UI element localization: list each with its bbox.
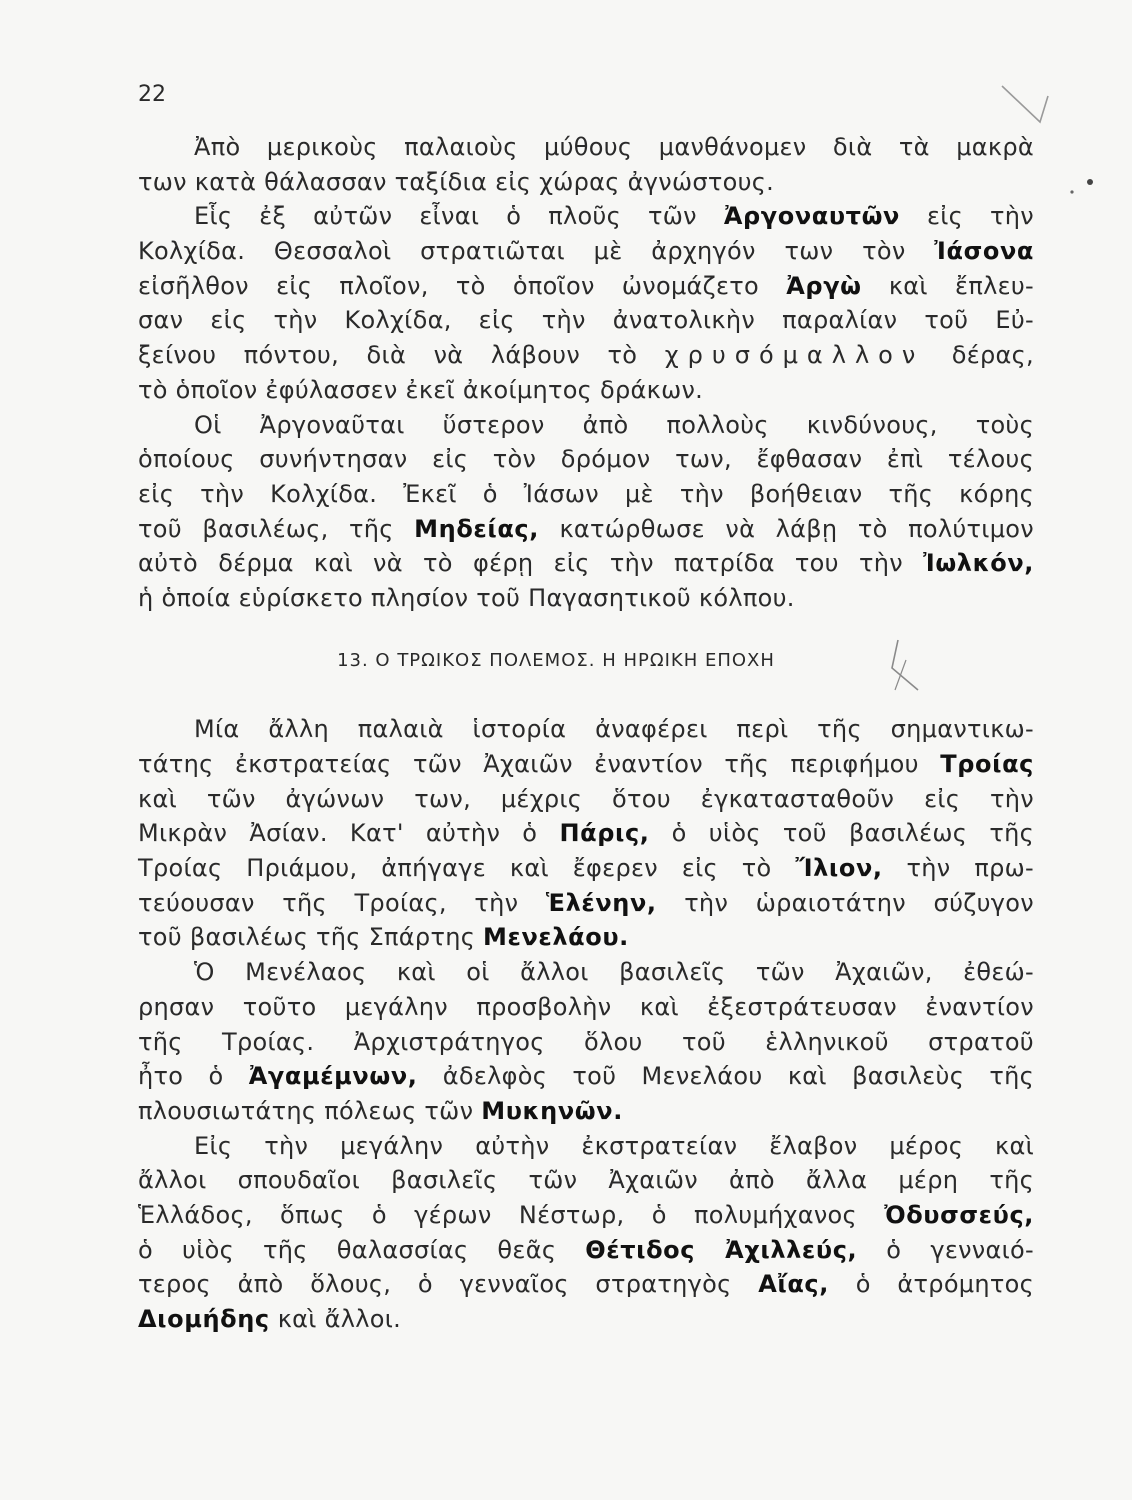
name-menelaus: Μενελάου. [483, 923, 629, 952]
text-line [138, 816, 1034, 851]
text-line [138, 851, 1034, 886]
text-segment: εἰσῆλθον εἰς πλοῖον, τὸ ὁποῖον ὠνομάζετο [138, 271, 760, 300]
name-argo: Ἀργὼ [786, 271, 862, 300]
text-line [138, 1267, 1034, 1302]
text-segment: πλουσιωτάτης πόλεως τῶν [138, 1096, 474, 1125]
text-line [138, 1094, 1034, 1129]
name-odysseus: Ὀδυσσεύς, [884, 1200, 1034, 1229]
text-line [138, 234, 1034, 269]
text-line: Μία ἄλλη παλαιὰ ἱστορία ἀναφέρει περὶ τῆς σημαντικω- [194, 715, 1034, 744]
section-heading: 13. Ο ΤΡΩΙΚΟΣ ΠΟΛΕΜΟΣ. Η ΗΡΩΙΚΗ ΕΠΟΧΗ [337, 649, 775, 671]
text-line: Ὁ Μενέλαος καὶ οἱ ἄλλοι βασιλεῖς τῶν Ἀχαιῶν, ἐθεώ- [194, 958, 1034, 987]
text-line [138, 512, 1034, 547]
text-line [138, 886, 1034, 921]
name-helen: Ἑλένην, [545, 888, 657, 917]
name-ajax: Αἴας, [758, 1270, 829, 1299]
name-ilion: Ἴλιον, [795, 854, 883, 883]
name-mycenae: Μυκηνῶν. [481, 1096, 623, 1125]
text-segment: ὁ υἱὸς τῆς θαλασσίας θεᾶς [138, 1235, 557, 1264]
text-segment: Ἑλλάδος, ὅπως ὁ γέρων Νέστωρ, ὁ πολυμήχανος [138, 1200, 857, 1229]
text-segment: κατώρθωσε νὰ λάβῃ τὸ πολύτιμον [559, 514, 1034, 543]
text-line: τὸ ὁποῖον ἐφύλασσεν ἐκεῖ ἀκοίμητος δράκων. [138, 375, 704, 404]
paragraph [138, 130, 1034, 199]
text-segment: ξείνου πόντου, διὰ νὰ λάβουν τὸ [138, 341, 638, 370]
paragraph [138, 1129, 1034, 1337]
text-segment: δέρας, [951, 341, 1034, 370]
text-line: ἄλλοι σπουδαῖοι βασιλεῖς τῶν Ἀχαιῶν ἀπὸ ἄλλα μέρη τῆς [138, 1166, 1034, 1195]
name-iolkos: Ἰωλκόν, [923, 549, 1034, 578]
text-segment: τάτης ἐκστρατείας τῶν Ἀχαιῶν ἐναντίον τῆς περιφήμου [138, 750, 919, 778]
text-line: των κατὰ θάλασσαν ταξίδια εἰς χώρας ἀγνώστους. [138, 167, 775, 196]
text-segment: Τροίας Πριάμου, ἀπήγαγε καὶ ἔφερεν εἰς τὸ [138, 854, 772, 883]
text-line [138, 1233, 1034, 1268]
body-text [138, 130, 1034, 1337]
text-segment: τεύουσαν τῆς Τροίας, τὴν [138, 888, 519, 917]
text-segment: Κολχίδα. Θεσσαλοὶ στρατιῶται μὲ ἀρχηγόν των τὸν [138, 237, 906, 266]
text-segment: ἀδελφὸς τοῦ Μενελάου καὶ βασιλεὺς τῆς [442, 1062, 1034, 1091]
text-line: ἡ ὁποία εὑρίσκετο πλησίον τοῦ Παγασητικοῦ κόλπου. [138, 583, 795, 612]
text-segment: ὁ ἀτρόμητος [855, 1270, 1035, 1299]
text-segment: ὁ υἱὸς τοῦ βασιλέως τῆς [671, 819, 1034, 848]
paragraph [138, 408, 1034, 616]
text-line: ὁποίους συνήντησαν εἰς τὸν δρόμον των, ἔφθασαν ἐπὶ τέλους [138, 445, 1034, 474]
text-segment: Εἷς ἐξ αὐτῶν εἶναι ὁ πλοῦς τῶν [194, 202, 697, 231]
paragraph [138, 712, 1034, 955]
paragraph [138, 955, 1034, 1128]
text-line [138, 338, 1034, 373]
text-segment: τὴν πρω- [906, 854, 1035, 883]
page-number: 22 [138, 82, 166, 107]
text-segment: καὶ ἔπλευ- [888, 271, 1034, 300]
name-troy: Τροίας [940, 750, 1034, 778]
text-segment: ἦτο ὁ [138, 1062, 224, 1091]
text-line [138, 920, 1034, 955]
ink-speck [1087, 179, 1093, 185]
paragraph [138, 199, 1034, 407]
text-segment: ὁ γενναιό- [886, 1235, 1034, 1264]
text-line [138, 199, 1034, 234]
text-line [138, 546, 1034, 581]
text-line: καὶ τῶν ἀγώνων των, μέχρις ὅτου ἐγκατασταθοῦν εἰς τὴν [138, 784, 1034, 813]
pencil-mark-top-right [1002, 86, 1048, 122]
spaced-word: χρυσόμαλλον [664, 341, 925, 370]
text-segment: τερος ἀπὸ ὅλους, ὁ γενναῖος στρατηγὸς [138, 1270, 732, 1299]
text-segment: καὶ ἄλλοι. [277, 1305, 402, 1333]
text-segment: τοῦ βασιλέως τῆς Σπάρτης [138, 923, 476, 952]
text-line: εἰς τὴν Κολχίδα. Ἐκεῖ ὁ Ἰάσων μὲ τὴν βοήθειαν τῆς κόρης [138, 479, 1034, 508]
text-segment: αὐτὸ δέρμα καὶ νὰ τὸ φέρῃ εἰς τὴν πατρίδα του τὴν [138, 549, 903, 578]
text-line: Οἱ Ἀργοναῦται ὕστερον ἀπὸ πολλοὺς κινδύνους, τοὺς [194, 410, 1034, 439]
name-jason: Ἰάσονα [934, 237, 1034, 266]
text-segment: εἰς τὴν [926, 202, 1034, 231]
name-paris: Πάρις, [559, 819, 650, 848]
text-line [138, 747, 1034, 782]
name-agamemnon: Ἀγαμέμνων, [248, 1062, 418, 1091]
ink-speck [1070, 190, 1073, 193]
text-line: ρησαν τοῦτο μεγάλην προσβολὴν καὶ ἐξεστράτευσαν ἐναντίον [138, 992, 1034, 1021]
text-line [138, 1059, 1034, 1094]
text-segment: τὴν ὡραιοτάτην σύζυγον [684, 888, 1034, 917]
name-achilles: Θέτιδος Ἀχιλλεύς, [585, 1235, 858, 1264]
text-line [138, 269, 1034, 304]
text-segment: τοῦ βασιλέως, τῆς [138, 514, 394, 543]
text-line: τῆς Τροίας. Ἀρχιστράτηγος ὅλου τοῦ ἑλληνικοῦ στρατοῦ [138, 1027, 1034, 1056]
text-line: Εἰς τὴν μεγάλην αὐτὴν ἐκστρατείαν ἔλαβον μέρος καὶ [194, 1131, 1034, 1160]
name-diomedes: Διομήδης [138, 1305, 270, 1333]
name-argonauts: Ἀργοναυτῶν [723, 202, 900, 231]
name-medea: Μηδείας, [414, 514, 539, 543]
text-line [138, 1302, 1034, 1337]
text-line: σαν εἰς τὴν Κολχίδα, εἰς τὴν ἀνατολικὴν παραλίαν τοῦ Εὐ- [138, 306, 1034, 335]
text-line [138, 1198, 1034, 1233]
text-line: Ἀπὸ μερικοὺς παλαιοὺς μύθους μανθάνομεν διὰ τὰ μακρὰ [194, 133, 1034, 161]
text-segment: Μικρὰν Ἀσίαν. Κατ' αὐτὴν ὁ [138, 819, 538, 848]
